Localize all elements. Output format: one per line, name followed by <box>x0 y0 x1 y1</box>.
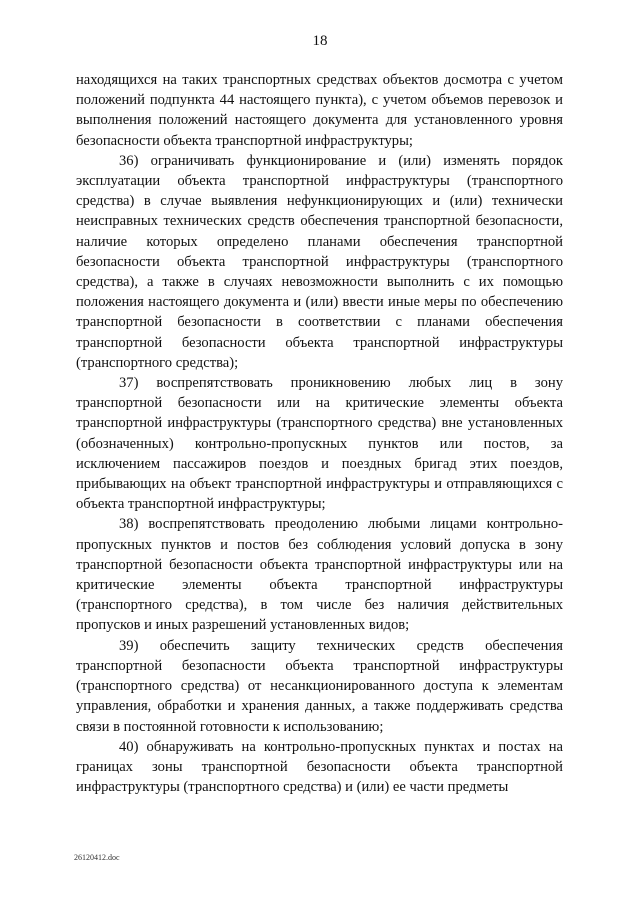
footer-file-code: 26120412.doc <box>74 853 120 862</box>
paragraph-item-36: 36) ограничивать функционирование и (или) изменять порядок эксплуатации объекта транспортной инфраструктуры (транспортного средства) в случае выявления нефункционирующих и (или) технически неисправных технических средств обеспечения транспортной безопасности, наличие которых определено планами обеспечения транспортной безопасности объекта транспортной инфраструктуры (транспортного средства), а также в случаях невозможности выполнить с их помощью положения настоящего документа и (или) ввести иные меры по обеспечению транспортной безопасности в соответствии с планами обеспечения транспортной безопасности объекта транспортной инфраструктуры (транспортного средства); <box>76 152 563 371</box>
paragraph-continuation: находящихся на таких транспортных средствах объектов досмотра с учетом положений подпункта 44 настоящего пункта), с учетом объемов перевозок и выполнения положений настоящего документа для установленного уровня безопасности объекта транспортной инфраструктуры; <box>76 72 563 149</box>
page-number: 18 <box>312 33 328 49</box>
document-body <box>76 70 563 797</box>
paragraph-item-37: 37) воспрепятствовать проникновению любых лиц в зону транспортной безопасности или на критические элементы объекта транспортной инфраструктуры (транспортного средства) вне установленных (обозначенных) контрольно-пропускных пунктов или постов, за исключением пассажиров поездов и поездных бригад этих поездов, прибывающих на объект транспортной инфраструктуры и отправляющихся с объекта транспортной инфраструктуры; <box>76 375 563 513</box>
paragraph-item-38: 38) воспрепятствовать преодолению любыми лицами контрольно-пропускных пунктов и постов без соблюдения условий допуска в зону транспортной безопасности объекта транспортной инфраструктуры или на критические элементы объекта транспортной инфраструктуры (транспортного средства), в том числе без наличия действительных пропусков и иных разрешений установленных видов; <box>76 516 563 634</box>
paragraph-item-39: 39) обеспечить защиту технических средств обеспечения транспортной безопасности объекта транспортной инфраструктуры (транспортного средства) от несанкционированного доступа к элементам управления, обработки и хранения данных, а также поддерживать средства связи в постоянной готовности к использованию; <box>76 637 563 735</box>
paragraph-item-40: 40) обнаруживать на контрольно-пропускных пунктах и постах на границах зоны транспортной безопасности объекта транспортной инфраструктуры (транспортного средства) и (или) ее части предметы <box>76 738 563 796</box>
